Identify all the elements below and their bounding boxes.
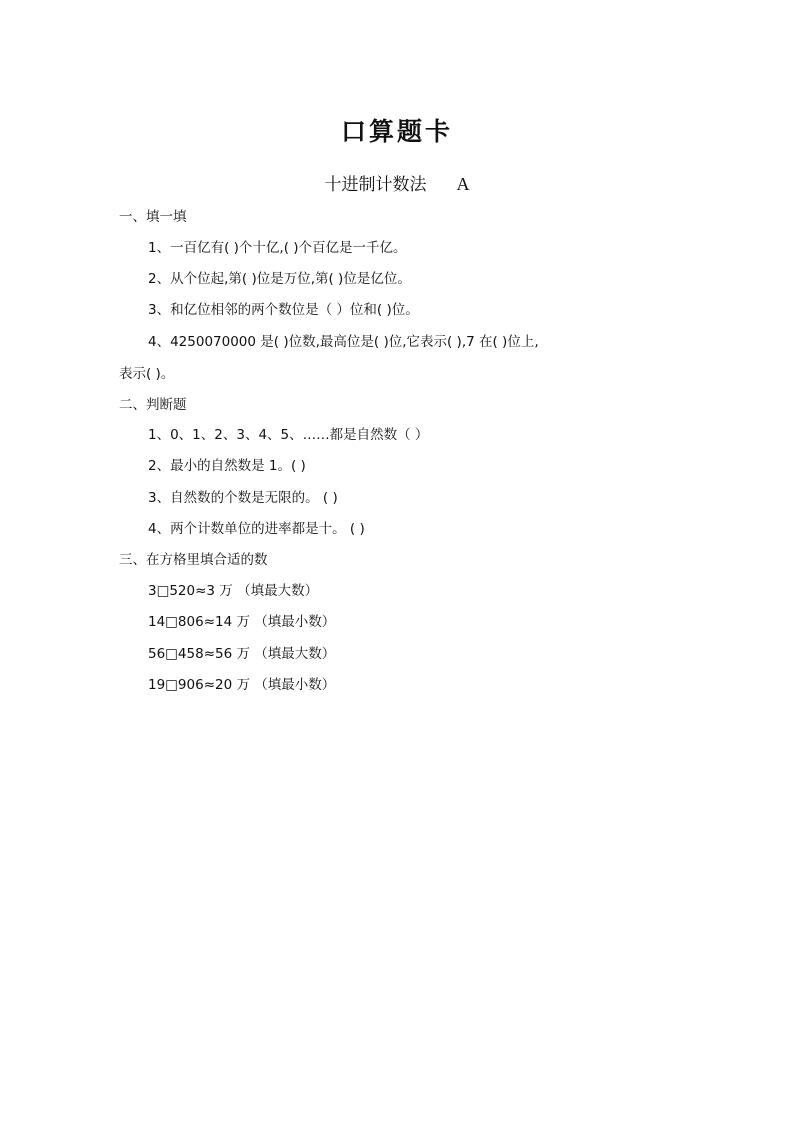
fill-question-4: 4、4250070000 是( )位数,最高位是( )位,它表示( ),7 在( )位上, bbox=[148, 334, 539, 350]
grid-question-1: 3□520≈3 万 （填最大数） bbox=[148, 583, 319, 599]
grid-question-4: 19□906≈20 万 （填最小数） bbox=[148, 677, 336, 693]
fill-question-3: 3、和亿位相邻的两个数位是（ ）位和( )位。 bbox=[148, 302, 419, 318]
fill-question-4-continuation: 表示( )。 bbox=[119, 366, 175, 382]
section-heading-judge: 二、判断题 bbox=[119, 397, 187, 413]
variant-label: A bbox=[456, 174, 470, 194]
subtitle-text: 十进制计数法 bbox=[324, 175, 427, 195]
judge-question-2: 2、最小的自然数是 1。( ) bbox=[148, 458, 306, 474]
fill-question-2: 2、从个位起,第( )位是万位,第( )位是亿位。 bbox=[148, 271, 411, 287]
page-title: 口算题卡 bbox=[340, 117, 453, 146]
grid-question-2: 14□806≈14 万 （填最小数） bbox=[148, 614, 336, 630]
judge-question-3: 3、自然数的个数是无限的。 ( ) bbox=[148, 490, 338, 506]
grid-question-3: 56□458≈56 万 （填最大数） bbox=[148, 646, 336, 662]
section-heading-fill: 一、填一填 bbox=[119, 209, 187, 225]
section-heading-grid: 三、在方格里填合适的数 bbox=[119, 552, 268, 568]
judge-question-4: 4、两个计数单位的进率都是十。 ( ) bbox=[148, 521, 365, 537]
fill-question-1: 1、一百亿有( )个十亿,( )个百亿是一千亿。 bbox=[148, 240, 407, 256]
page-subtitle bbox=[0, 170, 794, 195]
judge-question-1: 1、0、1、2、3、4、5、……都是自然数（ ） bbox=[148, 427, 429, 443]
